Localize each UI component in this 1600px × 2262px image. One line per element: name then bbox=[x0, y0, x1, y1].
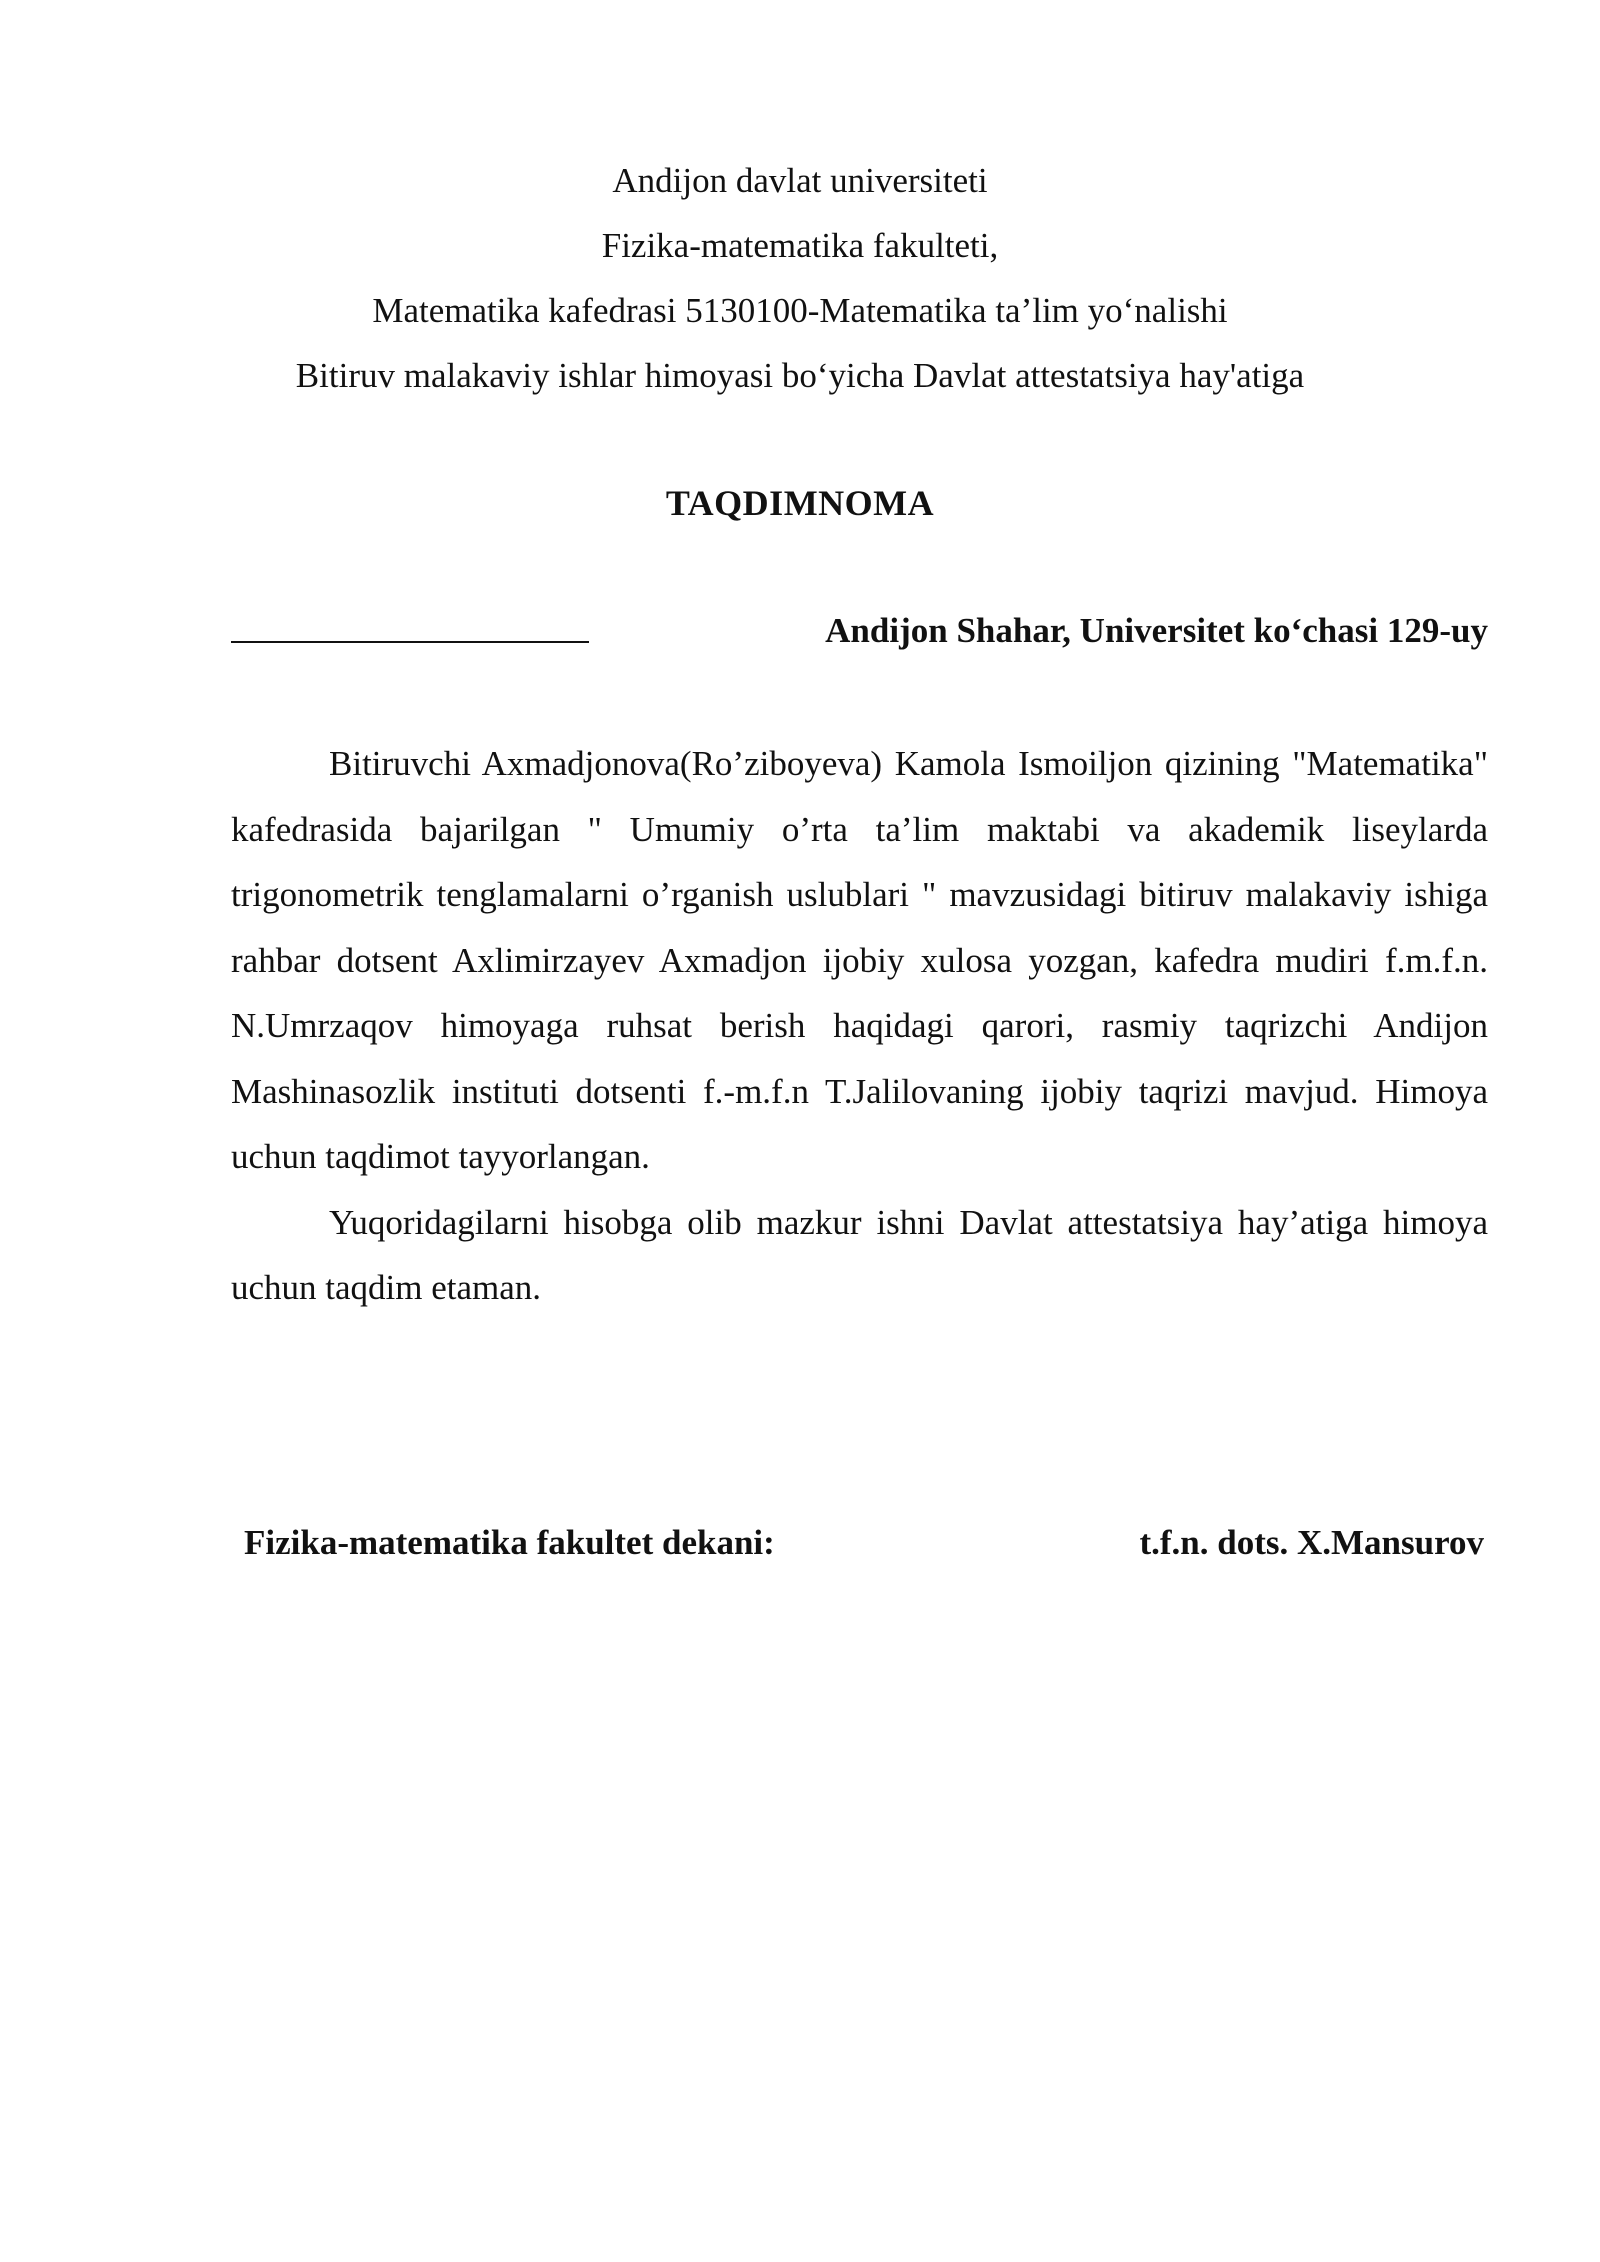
date-blank-line bbox=[231, 641, 589, 643]
document-header bbox=[0, 148, 1600, 408]
department-line: Matematika kafedrasi 5130100-Matematika ta’lim yo‘nalishi bbox=[372, 291, 1228, 330]
document-title: TAQDIMNOMA bbox=[665, 483, 935, 523]
faculty-name: Fizika-matematika fakulteti, bbox=[601, 226, 999, 265]
address-line: Andijon Shahar, Universitet ko‘chasi 129-uy bbox=[825, 611, 1488, 650]
signatory-name: t.f.n. dots. X.Mansurov bbox=[1139, 1523, 1484, 1562]
body-paragraph-1: Bitiruvchi Axmadjonova(Ro’ziboyeva) Kamola Ismoiljon qizining "Matematika" kafedrasida bajarilgan " Umumiy o’rta ta’lim maktabi va akademik liseylarda trigonometrik tenglamalarni o’rganish uslublari " mavzusidagi bitiruv malakaviy ishiga rahbar dotsent Axlimirzayev Axmadjon ijobiy xulosa yozgan, kafedra mudiri f.m.f.n. N.Umrzaqov himoyaga ruhsat berish haqidagi qarori, rasmiy taqrizchi Andijon Mashinasozlik instituti dotsenti f.-m.f.n T.Jalilovaning ijobiy taqrizi mavjud. Himoya uchun taqdimot tayyorlangan. bbox=[231, 744, 1488, 1176]
university-name: Andijon davlat universiteti bbox=[612, 161, 988, 200]
document-body bbox=[231, 731, 1488, 1321]
signature-block bbox=[244, 1513, 1484, 1573]
signatory-position: Fizika-matematika fakultet dekani: bbox=[244, 1523, 775, 1562]
addressee-line: Bitiruv malakaviy ishlar himoyasi bo‘yicha Davlat attestatsiya hay'atiga bbox=[295, 356, 1305, 395]
body-paragraph-2: Yuqoridagilarni hisobga olib mazkur ishni Davlat attestatsiya hay’atiga himoya uchun taqdim etaman. bbox=[231, 1202, 1488, 1307]
